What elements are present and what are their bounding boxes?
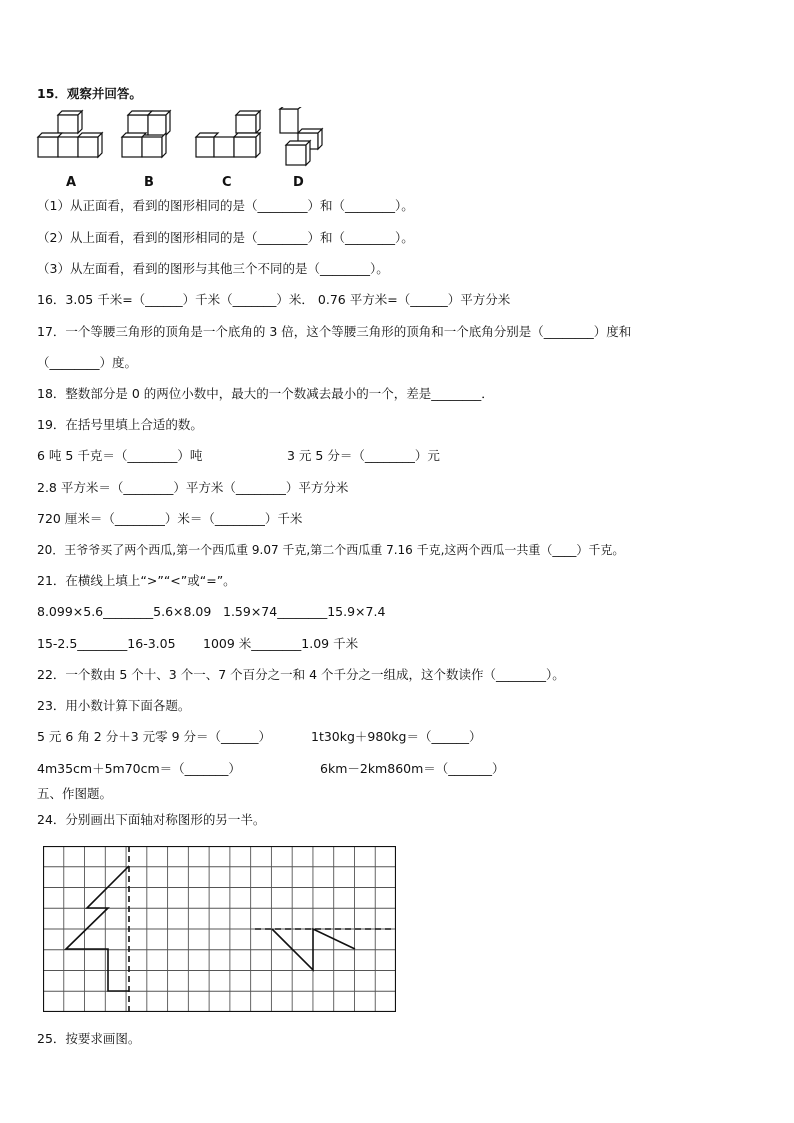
q23-r2a: 4m35cm＋5m70cm＝（_______） bbox=[37, 761, 241, 776]
q19-r2: 2.8 平方米＝（________）平方米（________）平方分米 bbox=[37, 480, 349, 495]
q18: 18．整数部分是 0 的两位小数中，最大的一个数减去最小的一个，差是________． bbox=[37, 386, 494, 401]
q17-line2: （________）度。 bbox=[37, 355, 138, 370]
q21-title: 21．在横线上填上“>”“<”或“=”。 bbox=[37, 573, 236, 588]
left-half-figure bbox=[66, 866, 129, 991]
q20: 20．王爷爷买了两个西瓜,第一个西瓜重 9.07 千克,第二个西瓜重 7.16 千克,这两个西瓜一共重（____）千克。 bbox=[37, 543, 625, 557]
q15-sub3: （3）从左面看，看到的图形与其他三个不同的是（________）。 bbox=[37, 261, 389, 276]
q24: 24．分别画出下面轴对称图形的另一半。 bbox=[37, 812, 266, 827]
q19-r3: 720 厘米＝（________）米＝（________）千米 bbox=[37, 511, 303, 526]
cube-figures bbox=[36, 107, 336, 167]
q19-r1b: 3 元 5 分＝（________）元 bbox=[287, 448, 440, 463]
label-c: C bbox=[222, 175, 232, 190]
cube-figure-b bbox=[122, 111, 170, 157]
q21-r1a: 8.099×5.6________5.6×8.09 bbox=[37, 604, 212, 619]
q23-title: 23．用小数计算下面各题。 bbox=[37, 698, 191, 713]
cube-figure-c bbox=[196, 111, 260, 157]
cube-figure-d bbox=[280, 107, 322, 165]
q17-line1: 17．一个等腰三角形的顶角是一个底角的 3 倍，这个等腰三角形的顶角和一个底角分别是（________）度和 bbox=[37, 324, 632, 339]
label-d: D bbox=[293, 175, 304, 190]
q22: 22．一个数由 5 个十、3 个一、7 个百分之一和 4 个千分之一组成，这个数读作（________）。 bbox=[37, 667, 565, 682]
q25: 25．按要求画图。 bbox=[37, 1031, 141, 1046]
q21-r2b: 1009 米________1.09 千米 bbox=[203, 636, 359, 651]
label-b: B bbox=[144, 175, 154, 190]
q15-sub2: （2）从上面看，看到的图形相同的是（________）和（________）。 bbox=[37, 230, 414, 245]
q21-r1b: 1.59×74________15.9×7.4 bbox=[223, 604, 386, 619]
symmetry-grid bbox=[43, 846, 396, 1012]
q15-title: 15．观察并回答。 bbox=[37, 86, 142, 101]
cube-figure-a bbox=[38, 111, 102, 157]
section-5-heading: 五、作图题。 bbox=[37, 786, 113, 801]
q23-r1a: 5 元 6 角 2 分＋3 元零 9 分＝（______） bbox=[37, 729, 272, 744]
q19-title: 19．在括号里填上合适的数。 bbox=[37, 417, 203, 432]
q19-r1a: 6 吨 5 千克＝（________）吨 bbox=[37, 448, 203, 463]
q16: 16．3.05 千米=（______）千米（_______）米． 0.76 平方米=（______）平方分米 bbox=[37, 292, 511, 307]
q15-sub1: （1）从正面看，看到的图形相同的是（________）和（________）。 bbox=[37, 198, 414, 213]
label-a: A bbox=[66, 175, 77, 190]
q23-r1b: 1t30kg＋980kg＝（______） bbox=[311, 729, 482, 744]
q21-r2a: 15-2.5________16-3.05 bbox=[37, 636, 176, 651]
q23-r2b: 6km－2km860m＝（_______） bbox=[320, 761, 505, 776]
